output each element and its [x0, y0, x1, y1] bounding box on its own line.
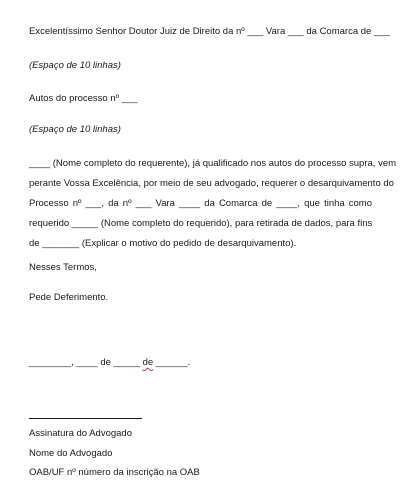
paragraph-line-1: ____ (Nome completo do requerente), já qualificado nos autos do processo supra, vem — [29, 158, 397, 169]
closing-nesses-termos: Nesses Termos, — [29, 262, 97, 273]
date-de-word: de — [142, 357, 154, 368]
oab-registration-label: OAB/UF nº número da inscrição na OAB — [29, 467, 200, 478]
process-number-line: Autos do processo nº ___ — [29, 93, 138, 104]
signature-line — [29, 418, 142, 419]
paragraph-line-4: requerido _____ (Nome completo do requerido), para retirada de dados, para fins — [29, 218, 373, 229]
paragraph-line-2: perante Vossa Excelência, por meio de seu advogado, requerer o desarquivamento do — [29, 178, 394, 189]
date-place-line — [29, 357, 190, 369]
date-part-1: ________, ____ de _____ — [29, 357, 143, 368]
paragraph-line-5: de _______ (Explicar o motivo do pedido de desarquivamento). — [29, 238, 297, 249]
request-paragraph — [29, 154, 397, 254]
spacing-note-2: (Espaço de 10 linhas) — [29, 124, 121, 135]
lawyer-name-label: Nome do Advogado — [29, 448, 113, 459]
paragraph-line-3: Processo nº ___, da nº ___ Vara ____ da Comarca de ____, que tinha como — [29, 198, 372, 209]
lawyer-signature-label: Assinatura do Advogado — [29, 428, 132, 439]
spacing-note-1: (Espaço de 10 linhas) — [29, 60, 121, 71]
closing-pede-deferimento: Pede Deferimento. — [29, 292, 109, 303]
date-part-2: ______. — [153, 357, 191, 368]
court-address-header: Excelentíssimo Senhor Doutor Juiz de Direito da nº ___ Vara ___ da Comarca de ___ — [29, 26, 390, 37]
